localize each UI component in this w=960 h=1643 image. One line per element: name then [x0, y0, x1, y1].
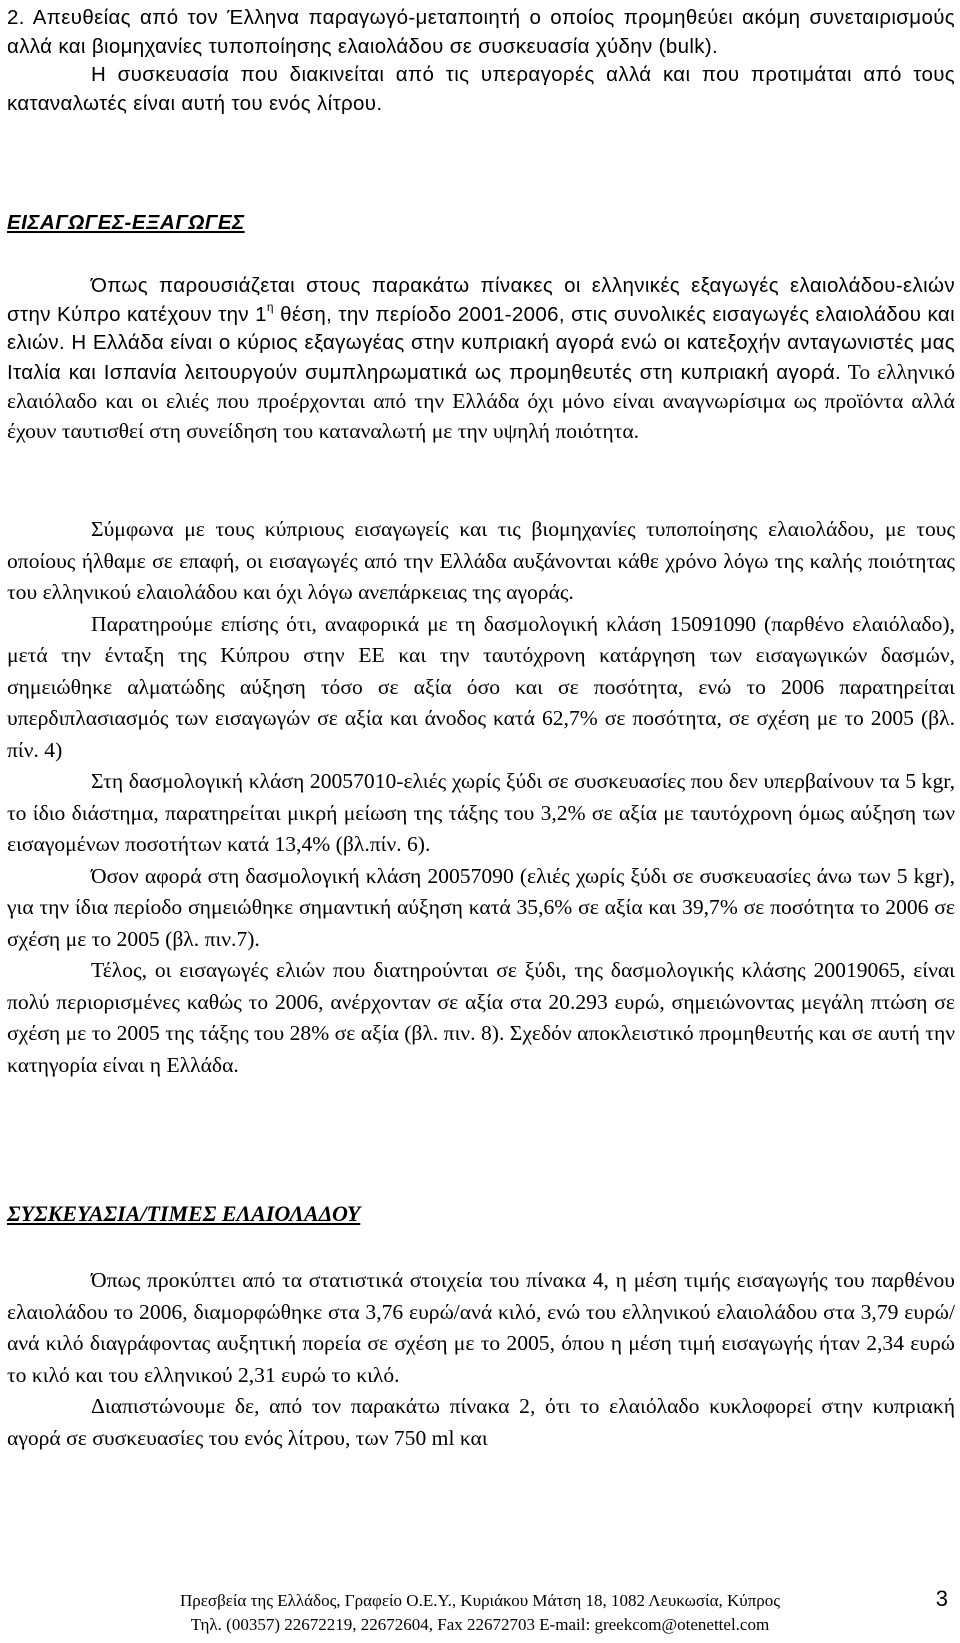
imports-exports-paragraph-4: Στη δασμολογική κλάση 20057010-ελιές χωρίς ξύδι σε συσκευασίες που δεν υπερβαίνουν τα 5 kgr, το ίδιο διάστημα, παρατηρείται μικρή μείωση της τάξης του 3,2% σε αξία με ταυτόχρονη όμως αύξηση των εισαγομένων ποσοτήτων κατά 13,4% (βλ.πίν. 6).	[7, 769, 955, 856]
imports-exports-paragraph-3: Παρατηρούμε επίσης ότι, αναφορικά με τη δασμολογική κλάση 15091090 (παρθένο ελαιόλαδο), μετά την ένταξη της Κύπρου στην ΕΕ και την ταυτόχρονη κατάργηση των εισαγωγικών δασμών, σημειώθηκε αλματώδης αύξηση τόσο σε αξία όσο και σε ποσότητα, ενώ το 2006 παρατηρείται υπερδιπλασιασμός των εισαγωγών σε αξία και άνοδος κατά 62,7% σε ποσότητα, σε σχέση με το 2005 (βλ. πίν. 4)	[7, 611, 955, 762]
packaging-prices-paragraph-2: Διαπιστώνουμε δε, από τον παρακάτω πίνακα 2, ότι το ελαιόλαδο κυκλοφορεί στην κυπριακή αγορά σε συσκευασίες του ενός λίτρου, των 750 ml και	[7, 1394, 955, 1450]
imports-exports-body	[7, 514, 955, 1081]
imports-exports-paragraph-5: Όσον αφορά στη δασμολογική κλάση 20057090 (ελιές χωρίς ξύδι σε συσκευασίες άνω των 5 kgr), για την ίδια περίοδο σημειώθηκε σημαντική αύξηση κατά 35,6% σε αξία και 39,7% σε ποσότητα το 2006 σε σχέση με το 2005 (βλ. πιν.7).	[7, 863, 955, 951]
section-heading-imports-exports: ΕΙΣΑΓΩΓΕΣ-ΕΞΑΓΩΓΕΣ	[7, 211, 245, 234]
page-number: 3	[935, 1586, 948, 1611]
imports-exports-paragraph-2: Σύμφωνα με τους κύπριους εισαγωγείς και τις βιομηχανίες τυποποίησης ελαιολάδου, με τους οποίους ήλθαμε σε επαφή, οι εισαγωγές από την Ελλάδα αυξάνονται κάθε χρόνο λόγω της καλής ποιότητας του ελληνικού ελαιολάδου και όχι λόγω ανεπάρκειας της αγοράς.	[7, 517, 955, 604]
section-heading-packaging-prices: ΣΥΣΚΕΥΑΣΙΑ/ΤΙΜΕΣ ΕΛΑΙΟΛΑΔΟΥ	[7, 1201, 361, 1226]
intro-paragraph-2: Η συσκευασία που διακινείται από τις υπεραγορές αλλά και που προτιμάται από τους καταναλωτές είναι αυτή του ενός λίτρου.	[7, 63, 955, 115]
intro-section	[7, 4, 955, 118]
ordinal-superscript: η	[266, 299, 274, 314]
footer-address: Πρεσβεία της Ελλάδος, Γραφείο Ο.Ε.Υ., Κυριάκου Μάτση 18, 1082 Λευκωσία, Κύπρος	[180, 1591, 780, 1610]
paragraph-text: Όπως παρουσιάζεται στους παρακάτω πίνακες οι ελληνικές εξαγωγές ελαιολάδου-ελιών στην Κύπρο κατέχουν την 1	[7, 274, 955, 326]
paragraph-text: θέση, την περίοδο 2001-2006, στις συνολικές εισαγωγές ελαιολάδου και ελιών. Η Ελλάδα είναι ο κύριος εξαγωγέας στην κυπριακή αγορά ενώ οι κατεξοχήν ανταγωνιστές μας Ιταλία και Ισπανία λειτουργούν συμπληρωματικά ως προμηθευτές στη κυπριακή αγορά.	[7, 302, 955, 384]
imports-exports-paragraph-6: Τέλος, οι εισαγωγές ελιών που διατηρούνται σε ξύδι, της δασμολογικής κλάσης 20019065, είναι πολύ περιορισμένες καθώς το 2006, ανέρχονταν σε αξία στα 20.293 ευρώ, σημειώνοντας μεγάλη πτώση σε σχέση με το 2005 της τάξης του 28% σε αξία (βλ. πιν. 8). Σχεδόν αποκλειστικό προμηθευτής και σε αυτή την κατηγορία είναι η Ελλάδα.	[7, 958, 955, 1077]
imports-exports-lead	[7, 272, 955, 447]
imports-exports-paragraph-1	[7, 272, 955, 447]
packaging-prices-paragraph-1: Όπως προκύπτει από τα στατιστικά στοιχεία του πίνακα 4, η μέση τιμής εισαγωγής του παρθένου ελαιολάδου το 2006, διαμορφώθηκε στα 3,76 ευρώ/ανά κιλό, ενώ του ελληνικού ελαιολάδου στα 3,79 ευρώ/ανά κιλό διαγράφοντας αυξητική πορεία σε σχέση με το 2005, όπου η μέση τιμή εισαγωγής ήταν 2,34 ευρώ το κιλό και του ελληνικού 2,31 ευρώ το κιλό.	[7, 1268, 955, 1387]
packaging-prices-body	[7, 1265, 955, 1454]
intro-paragraph-1: 2. Απευθείας από τον Έλληνα παραγωγό-μεταποιητή ο οποίος προμηθεύει ακόμη συνεταιρισμούς αλλά και βιομηχανίες τυποποίησης ελαιολάδου σε συσκευασία χύδην (bulk).	[7, 6, 955, 58]
paragraph-text: Το ελληνικό ελαιόλαδο και οι ελιές που προέρχονται από την Ελλάδα όχι μόνο είναι αναγνωρίσιμα ως προϊόντα αλλά έχουν ταυτισθεί στη συνείδηση του καταναλωτή με την υψηλή ποιότητα.	[7, 359, 955, 443]
footer-contact: Τηλ. (00357) 22672219, 22672604, Fax 22672703 E-mail: greekcom@otenettel.com	[190, 1615, 770, 1634]
